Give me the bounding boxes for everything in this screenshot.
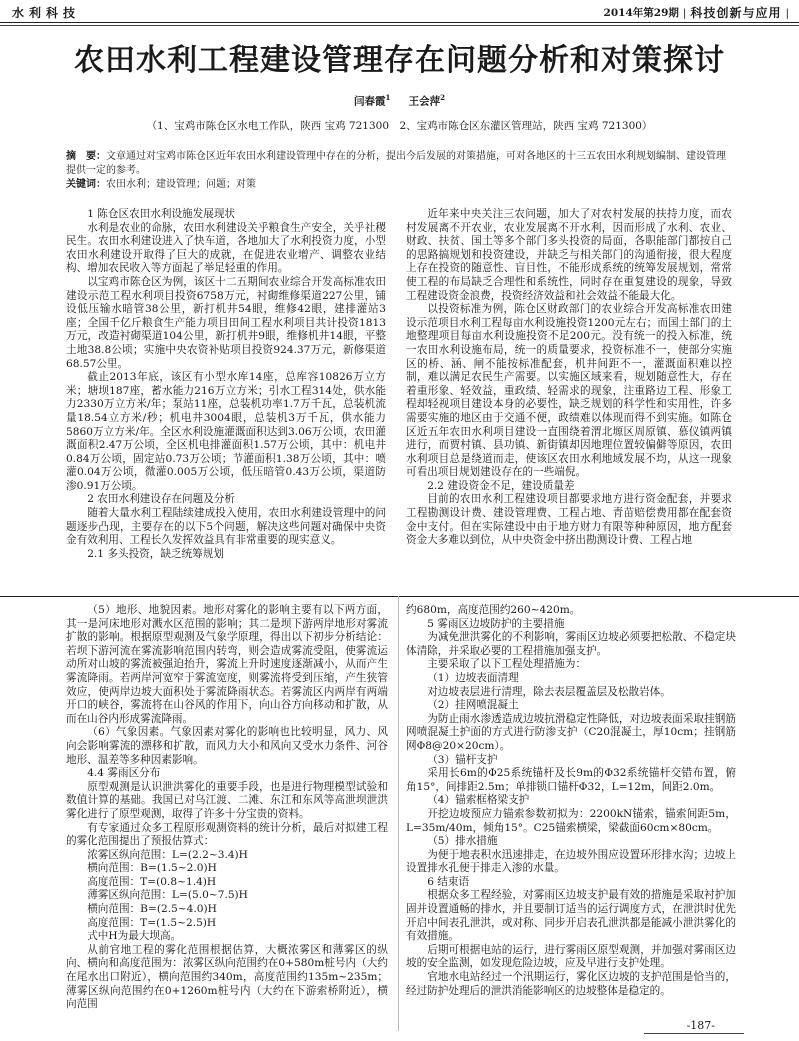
paragraph: 官地水电站经过一个汛期运行，雾化区边坡的支护范围是恰当的，经过防护处理后的泄洪消能影响区的边坡整体是稳定的。 <box>406 971 736 997</box>
section-heading: 5 雾雨区边坡防护的主要措施 <box>427 617 565 630</box>
page-number: -187- <box>686 1019 715 1032</box>
paragraph: 采用长6m的Φ25系统锚杆及长9m的Φ32系统锚杆交错布置，俯角15°，间排距2.5m；单排锁口锚杆Φ32，L=12m，间距2.0m。 <box>406 767 736 793</box>
affiliation: （1、宝鸡市陈仓区水电工作队，陕西 宝鸡 721300 2、宝鸡市陈仓区东灌区管理站，陕西 宝鸡 721300） <box>146 120 653 132</box>
section-heading: 2.1 多头投资，缺乏统筹规划 <box>87 547 224 560</box>
header-rule <box>0 22 799 23</box>
paragraph: 横向范围：B=(1.5~2.0)H <box>87 862 217 875</box>
paragraph: 开挖边坡预应力锚索参数初拟为：2200kN锚索，锚索间距5m，L=35m/40m，倾角15°。C25锚索横梁，梁截面60cm×80cm。 <box>406 807 736 834</box>
keywords-text: 农田水利；建设管理；问题；对策 <box>106 179 256 190</box>
paragraph: 高度范围：T=(0.8~1.4)H <box>87 875 217 888</box>
paragraph: （6）气象因素。气象因素对雾化的影响也比较明显，风力、风向会影响雾流的漂移和扩散，而风力大小和风向又受水力条件、河谷地形、温差等多种因素影响。 <box>66 726 388 766</box>
section-divider <box>0 596 799 597</box>
header-separator: | <box>682 6 687 19</box>
author-2-mark: 2 <box>440 93 446 102</box>
paragraph: 式中H为最大坝高。 <box>87 930 182 943</box>
authors <box>0 93 799 109</box>
paragraph: 为减免泄洪雾化的不利影响，雾雨区边坡必须要把松散、不稳定块体清除，并采取必要的工程措施加强支护。 <box>406 631 736 657</box>
paper-title: 农田水利工程建设管理存在问题分析和对策探讨 <box>74 43 725 78</box>
section-heading: 6 结束语 <box>427 875 470 888</box>
abstract-text: 文章通过对宝鸡市陈仓区近年农田水利建设管理中存在的分析，提出今后发展的对策措施，可对各地区的十三五农田水利规划编制、建设管理提供一定的参考。 <box>66 151 726 176</box>
paragraph: 横向范围：B=(2.5~4.0)H <box>87 903 217 916</box>
author-1-mark: 1 <box>385 93 391 102</box>
paragraph: 浓雾区纵向范围：L=(2.2~3.4)H <box>87 848 248 861</box>
paragraph: 根据众多工程经验，对雾雨区边坡支护最有效的措施是采取衬护加固并设置通畅的排水，并且要制订适当的运行调度方式，在泄洪时优先开启中间表孔泄洪，或对称、同步开启表孔泄洪都是能减小泄洪雾化的有效措施。 <box>406 889 736 943</box>
header-separator-end: | <box>785 6 789 19</box>
paragraph: （2）挂网喷混凝土 <box>427 699 519 712</box>
paragraph: 随着大量水利工程陆续建成投入使用，农田水利建设管理中的问题逐步凸现，主要存在的以下5个问题，解决这些问题对确保中央资金有效利用、工程长久发挥效益具有非常重要的现实意义。 <box>66 507 386 547</box>
paragraph: 原型观测是认识泄洪雾化的重要手段，也是进行物理模型试验和数值计算的基础。我国已对乌江渡、二滩、东江和东风等高泄坝泄洪雾化进行了原型观测，取得了许多十分宝贵的资料。 <box>66 780 388 820</box>
lower-left-column <box>66 604 388 1012</box>
paragraph: 主要采取了以下工程处理措施为： <box>427 658 587 671</box>
paragraph: 约680m，高度范围约260~420m。 <box>406 604 581 616</box>
paragraph: 薄雾区纵向范围：L=(5.0~7.5)H <box>87 889 248 902</box>
paragraph: 为防止雨水渗透造成边坡抗滑稳定性降低，对边坡表面采取挂钢筋网喷混凝土护面的方式进行防渗支护（C20混凝土，厚10cm；挂钢筋网Φ8@20×20cm）。 <box>406 712 736 752</box>
section-heading: 1 陈仓区农田水利设施发展现状 <box>87 208 236 220</box>
upper-right-column <box>406 208 732 548</box>
section-heading: 2 农田水利建设存在问题及分析 <box>87 493 236 506</box>
paragraph: 目前的农田水利工程建设项目都要求地方进行资金配套，并要求工程勘测设计费、建设管理费、工程占地、青苗赔偿费用都在配套资金中支付。但在实际建设中由于地方财力有限等种种原因，地方配套资金大多难以到位，从中央资金中挤出勘测设计费、工程占地 <box>406 493 732 547</box>
paragraph: 后期可根据电站的运行，进行雾雨区原型观测，并加强对雾雨区边坡的安全监测，如发现危险边坡，应及早进行支护处理。 <box>406 943 736 970</box>
author-1: 闫春霞 <box>353 95 386 108</box>
paragraph: 对边坡表层进行清理，除去表层覆盖层及松散岩体。 <box>427 685 671 698</box>
lower-right-column <box>406 604 736 998</box>
paragraph: 从前官地工程的雾化范围根据估算，大概浓雾区和薄雾区的纵向、横向和高度范围为：浓雾区纵向范围约在0+580m桩号内（大约在尾水出口附近），横向范围约340m，高度范围约135m~235m；薄雾区纵向范围约在0+1260m桩号内（大约在下游索桥附近），横向范围 <box>66 943 388 1011</box>
paragraph: （1）边坡表面清理 <box>427 671 519 684</box>
paragraph: （5）地形、地貌因素。地形对雾化的影响主要有以下两方面，其一是河床地形对溅水区范围的影响；其二是坝下游两岸地形对雾流扩散的影响。根据原型观测及气象学原理，得出以下初步分析结论：若坝下游河流在雾流影响范围内转弯，则会造成雾流受阻，使雾流运动所对山坡的雾流被强迫抬升，雾流上升时速度逐渐减小，从而产生雾流降雨。若两岸河宽窄于雾流宽度，则雾流将受到压缩，产生狭管效应，使两岸边坡大面积处于雾流降雨状态。若雾流区内两岸有两端开口的峡谷，雾流将在山谷风的作用下，向山谷方向移动和扩散，从而在山谷内形成雾流降雨。 <box>66 604 388 725</box>
abstract-block <box>66 150 726 192</box>
issue-header <box>604 4 789 21</box>
paragraph: 以投资标准为例，陈仓区财政部门的农业综合开发高标准农田建设示范项目水利工程每亩水利设施投资1200元左右；而国土部门的土地整理项目每亩水利设施投资不足200元。没有统一的投入标准，统一农田水利设施布局，统一的质量要求，投资标准不一，使部分实施区的桥、涵、闸不能按标准配套，机井间距不一，灌溉面积难以控制，难以满足农民生产需要。以实施区域来看，规划随意性大，存在着重形象、轻效益，重政绩、轻需求的现象，注重路边工程、形象工程却轻视项目建设本身的必要性，缺乏规划的科学性和实用性，许多需要实施的地区由于交通不便，政绩难以体现而得不到实施。如陈仓区近五年农田水利项目建设一直围绕着渭北塬区周原镇、慕仪镇两镇进行，而贾村镇、县功镇、新街镇却因地理位置较偏僻等原因，农田水利项目总是绕道而走，使该区农田水利地域发展不均，从这一现象可看出项目规划建设存在的一些端倪。 <box>406 303 732 479</box>
abstract-label: 摘 要： <box>66 151 106 162</box>
paragraph: 截止2013年底，该区有小型水库14座，总库容10826万立方米；塘坝187座，蓄水能力216万立方米；引水工程314处，供水能力2330万立方米/年；泵站11座，总装机功率1.7万千瓦，总装机流量18.54立方米/秒；机电井3004眼，总装机3万千瓦，供水能力5860万立方米/年。全区水利设施灌溉面积达到3.06万公顷，农田灌溉面积2.47万公顷，全区机电排灌面积1.57万公顷，其中：机电井0.84万公顷，固定站0.73万公顷；节灌面积1.38万公顷，其中：喷灌0.04万公顷，微灌0.005万公顷，低压暗管0.43万公顷，渠道防渗0.91万公顷。 <box>66 371 386 492</box>
issue-number: 2014年第29期 <box>603 7 679 19</box>
column-divider <box>398 596 399 1031</box>
paragraph: （4）锚索框格梁支护 <box>427 794 530 807</box>
upper-left-column <box>66 208 386 561</box>
paragraph: 有专家通过众多工程原形观测资料的统计分析，最后对拟建工程的雾化范围提出了预报估算式： <box>66 821 388 848</box>
paragraph: 水利是农业的命脉，农田水利建设关乎粮食生产安全，关乎社稷民生。农田水利建设进入了快车道，各地加大了水利投资力度，小型农田水利建设开取得了巨大的成就，在促进农业增产、调整农业结构、增加农民收入等方面起了举足轻重的作用。 <box>66 221 386 275</box>
paragraph: （3）锚杆支护 <box>427 753 498 766</box>
column-name: 科技创新与应用 <box>690 6 782 20</box>
paragraph: 高度范围：T=(1.5~2.5)H <box>87 916 217 929</box>
author-2: 王会萍 <box>408 95 441 108</box>
paragraph: 近年来中央关注三农问题，加大了对农村发展的扶持力度，而农村发展离不开农业，农业发展离不开水利，因而形成了水利、农业、财政、扶贫、国土等多个部门多头投资的局面，各职能部门都按自己的思路搞规划和投资建设，并缺乏与相关部门的沟通衔接，很大程度上存在投资的随意性、盲目性，不能形成系统的统筹发展规划，常常使工程的布局缺乏合理性和系统性，同时存在重复建设的现象，导致工程建设资金浪费，投资经济效益和社会效益不能最大化。 <box>406 208 732 302</box>
page-number-rule <box>644 1033 744 1034</box>
paragraph: 为便于地表积水迅速排走，在边坡外围应设置环形排水沟；边坡上设置排水孔便于排走入渗的水量。 <box>406 848 736 875</box>
paragraph: （5）排水措施 <box>427 835 498 848</box>
journal-name: 水利科技 <box>12 6 81 20</box>
header-rule-thin <box>0 25 799 26</box>
section-heading: 2.2 建设资金不足，建设质量差 <box>427 479 575 492</box>
paragraph: 以宝鸡市陈仓区为例，该区十二五期间农业综合开发高标准农田建设示范工程水利项目投资6758万元，衬砌维修渠道227公里，铺设低压输水暗管38公里，新打机井54眼，维修42眼，建排灌站3座；全国千亿斤粮食生产能力项目田间工程水利项目共计投资1813万元，改造衬砌渠道104公里，新打机井9眼，维修机井14眼，平整土地38.8公顷；实施中央农资补贴项目投资924.37万元，新修渠道68.57公里。 <box>66 275 386 370</box>
section-heading: 4.4 雾雨区分布 <box>87 767 161 780</box>
keywords-label: 关键词： <box>66 179 106 190</box>
